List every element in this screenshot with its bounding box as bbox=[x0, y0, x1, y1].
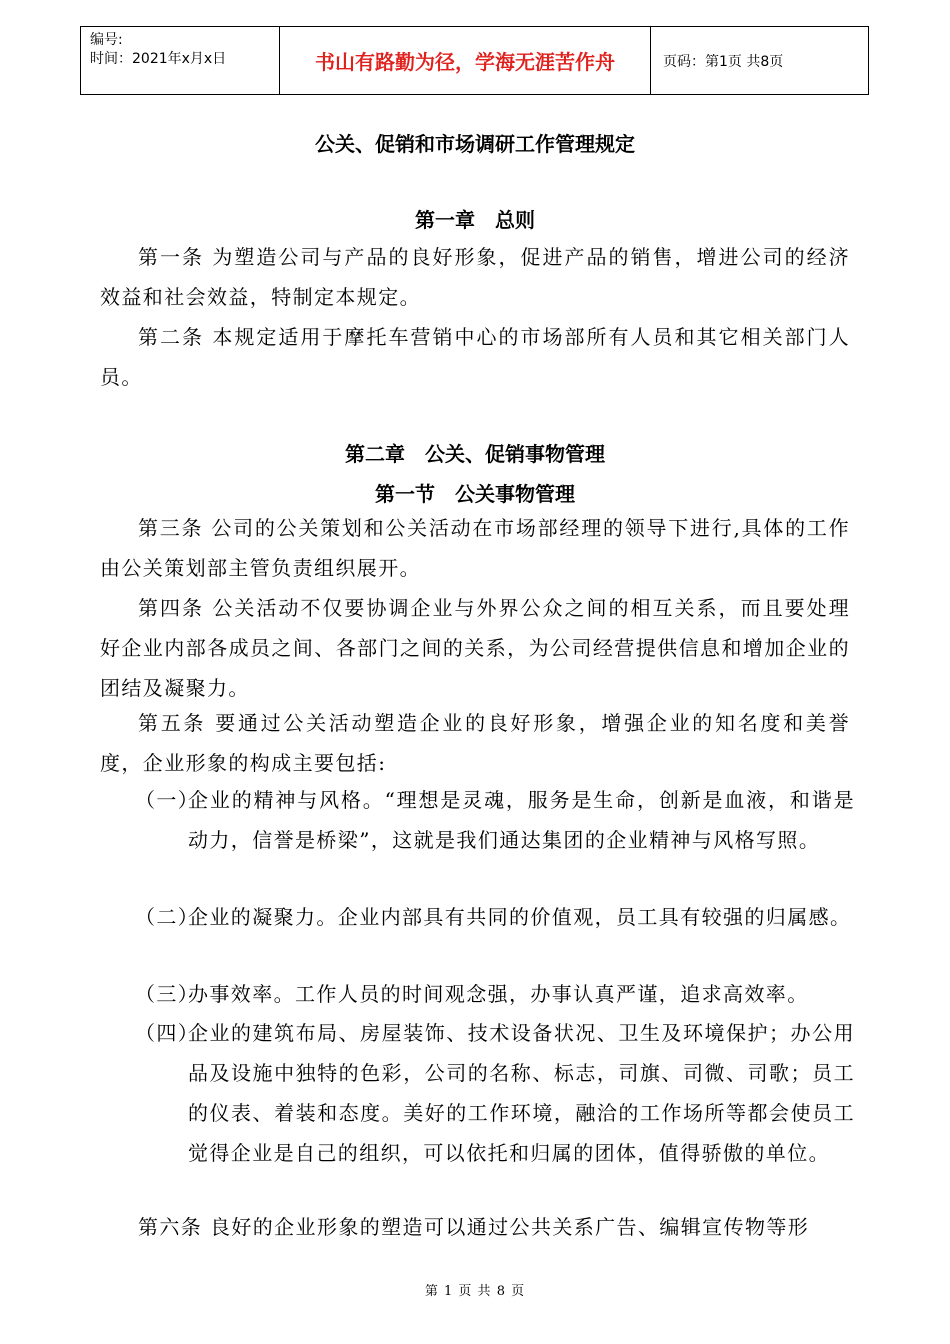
date-label: 时间：2021年x月x日 bbox=[90, 51, 227, 67]
list-item-3 bbox=[135, 974, 855, 1014]
list-marker: （二） bbox=[135, 905, 200, 929]
article-4: 第四条 公关活动不仅要协调企业与外界公众之间的相互关系，而且要处理好企业内部各成员之间、各部门之间的关系，为公司经营提供信息和增加企业的团结及凝聚力。 bbox=[100, 596, 850, 700]
chapter-2-heading: 第二章 公关、促销事物管理 bbox=[345, 442, 605, 466]
list-marker: （三） bbox=[135, 982, 200, 1006]
list-text: 企业的凝聚力。企业内部具有共同的价值观，员工具有较强的归属感。 bbox=[188, 905, 852, 929]
section-1-heading: 第一节 公关事物管理 bbox=[375, 482, 575, 506]
list-text: 企业的建筑布局、房屋装饰、技术设备状况、卫生及环境保护；办公用品及设施中独特的色彩，公司的名称、标志，司旗、司微、司歌；员工的仪表、着装和态度。美好的工作环境，融洽的工作场所等都会使员工觉得企业是自己的组织，可以依托和归属的团体，值得骄傲的单位。 bbox=[188, 1021, 855, 1165]
chapter-1-heading: 第一章 总则 bbox=[415, 208, 535, 232]
list-text: 办事效率。工作人员的时间观念强，办事认真严谨，追求高效率。 bbox=[188, 982, 809, 1006]
article-3: 第三条 公司的公关策划和公关活动在市场部经理的领导下进行,具体的工作由公关策划部主管负责组织展开。 bbox=[100, 516, 850, 580]
page-footer: 第 1 页 共 8 页 bbox=[424, 1284, 526, 1299]
article-6: 第六条 良好的企业形象的塑造可以通过公共关系广告、编辑宣传物等形 bbox=[138, 1215, 810, 1239]
header-motto: 书山有路勤为径，学海无涯苦作舟 bbox=[280, 27, 651, 94]
number-label: 编号: bbox=[90, 32, 123, 48]
header-page-label: 页码：第1页 共8页 bbox=[663, 53, 784, 70]
list-item-2 bbox=[135, 897, 855, 937]
article-1: 第一条 为塑造公司与产品的良好形象，促进产品的销售，增进公司的经济效益和社会效益，特制定本规定。 bbox=[100, 245, 850, 309]
header-meta bbox=[81, 27, 280, 94]
header-table bbox=[80, 26, 869, 95]
list-marker: （一） bbox=[135, 788, 200, 812]
list-marker: （四） bbox=[135, 1021, 200, 1045]
article-5: 第五条 要通过公关活动塑造企业的良好形象，增强企业的知名度和美誉度，企业形象的构成主要包括: bbox=[100, 711, 850, 775]
list-text: 企业的精神与风格。“理想是灵魂，服务是生命，创新是血液，和谐是动力，信誉是桥梁”，这就是我们通达集团的企业精神与风格写照。 bbox=[188, 788, 855, 852]
list-item-1 bbox=[135, 780, 855, 860]
list-item-4 bbox=[135, 1013, 855, 1173]
article-2: 第二条 本规定适用于摩托车营销中心的市场部所有人员和其它相关部门人员。 bbox=[100, 325, 850, 389]
document-title: 公关、促销和市场调研工作管理规定 bbox=[315, 132, 635, 156]
